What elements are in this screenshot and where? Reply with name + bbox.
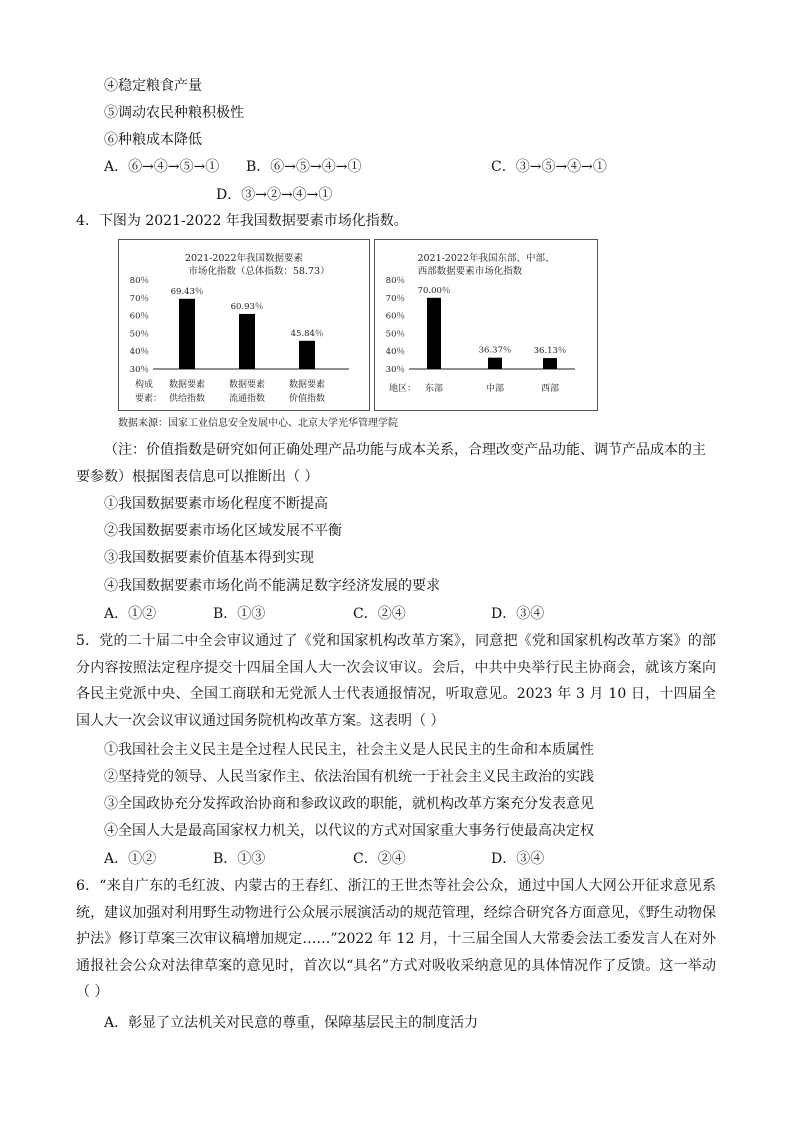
c1-bar: [299, 341, 315, 369]
c1-ytick: 80％: [129, 276, 149, 286]
c1-category-label: 价值指数: [288, 394, 326, 404]
chart-national-index-svg: [119, 240, 369, 410]
chart-regional-index-svg: [375, 240, 597, 410]
q5-item-4: ④全国人大是最高国家权力机关，以代议的方式对国家重大事务行使最高决定权: [104, 823, 594, 839]
c1-value-label: 60.93％: [230, 301, 264, 312]
c2-ytick: 70％: [385, 293, 405, 304]
q4-option-c: C．②④: [353, 606, 406, 622]
q5-item-1: ①我国社会主义民主是全过程人民民主，社会主义是人民民主的生命和本质属性: [104, 742, 594, 758]
q3-item-5: ⑤调动农民种粮积极性: [104, 105, 244, 121]
q5-stem: 5．党的二十届二中全会审议通过了《党和国家机构改革方案》，同意把《党和国家机构改革方案》的部分内容按照法定程序提交十四届全国人大一次会议审议。会后，中共中央举行民主协商会，就该方案向各民主党派中央、全国工商联和无党派人士代表通报情况，听取意见。2023 年 3 月 10 日，十四届全国人大一次会议审议通过国务院机构改革方案。这表明（ ）: [76, 633, 716, 729]
c2-category-label: 东部: [424, 384, 444, 394]
q3-option-b: B．⑥→⑤→④→①: [246, 159, 362, 175]
q3-item-4: ④稳定粮食产量: [104, 78, 202, 94]
chart1-xlabel-line1: 构成: [135, 380, 154, 390]
q5-option-d: D．③④: [491, 851, 545, 867]
c1-ytick: 70％: [129, 293, 149, 304]
c1-category-label: 流通指数: [228, 394, 266, 404]
c1-category-label: 供给指数: [168, 394, 206, 404]
c2-bar: [427, 298, 441, 369]
c2-category-label: 中部: [485, 384, 505, 394]
q5-option-c: C．②④: [353, 851, 406, 867]
chart-regional-index: [374, 239, 598, 411]
q5-option-b: B．①③: [213, 851, 266, 867]
chart-national-index: [118, 239, 370, 411]
q4-note-line1: （注：价值指数是研究如何正确处理产品功能与成本关系，合理改变产品功能、调节产品成本的主: [104, 442, 706, 458]
q5-item-2: ②坚持党的领导、人民当家作主、依法治国有机统一于社会主义民主政治的实践: [104, 769, 594, 785]
c2-ytick: 60％: [385, 311, 405, 322]
c1-bar: [239, 314, 255, 369]
c1-value-label: 69.43％: [170, 286, 204, 297]
c1-category-label: 数据要素: [228, 380, 266, 390]
c1-ytick: 60％: [129, 311, 149, 322]
c1-category-label: 数据要素: [288, 380, 326, 390]
q4-option-d: D．③④: [491, 606, 545, 622]
q4-stem: 4．下图为 2021-2022 年我国数据要素市场化指数。: [76, 213, 408, 229]
q4-option-a: A．①②: [104, 606, 157, 622]
chart1-subtitle: 市场化指数（总体指数：58.73）: [188, 266, 330, 277]
q4-item-3: ③我国数据要素价值基本得到实现: [104, 550, 314, 566]
q3-option-c: C．③→⑤→④→①: [491, 159, 607, 175]
c2-category-label: 西部: [540, 384, 560, 394]
c1-category-label: 数据要素: [168, 380, 206, 390]
c2-ytick: 80％: [385, 276, 405, 286]
q4-item-2: ②我国数据要素市场化区域发展不平衡: [104, 523, 342, 539]
chart2-xlabel: 地区：: [389, 384, 417, 394]
q4-item-1: ①我国数据要素市场化程度不断提高: [104, 496, 328, 512]
c2-ytick: 50％: [385, 329, 405, 340]
q4-item-4: ④我国数据要素市场化尚不能满足数字经济发展的要求: [104, 578, 440, 594]
c2-ytick: 30％: [385, 365, 405, 375]
c1-ytick: 40％: [129, 347, 149, 358]
c2-value-label: 70.00％: [417, 285, 451, 296]
chart1-title: 2021-2022年我国数据要素: [184, 253, 304, 264]
q6-option-a: A．彰显了立法机关对民意的尊重，保障基层民主的制度活力: [104, 1015, 479, 1031]
q4-option-b: B．①③: [213, 606, 266, 622]
c1-ytick: 30％: [129, 365, 149, 375]
c2-value-label: 36.37％: [478, 345, 512, 356]
q3-item-6: ⑥种粮成本降低: [104, 132, 202, 148]
chart1-xlabel-line2: 要素：: [135, 394, 163, 404]
c1-bar: [179, 299, 195, 369]
c2-bar: [488, 358, 502, 369]
q3-option-d: D．③→②→④→①: [216, 187, 333, 203]
chart2-title: 2021-2022年我国东部、中部、: [417, 253, 555, 264]
c2-bar: [543, 358, 557, 369]
q5-option-a: A．①②: [104, 851, 157, 867]
q5-item-3: ③全国政协充分发挥政治协商和参政议政的职能，就机构改革方案充分发表意见: [104, 796, 594, 812]
q4-note-line2: 要参数）根据图表信息可以推断出（ ）: [76, 469, 319, 485]
q3-option-a: A．⑥→④→⑤→①: [104, 159, 220, 175]
chart-source: 数据来源：国家工业信息安全发展中心、北京大学光华管理学院: [118, 418, 398, 429]
c2-value-label: 36.13％: [533, 346, 567, 357]
c1-value-label: 45.84％: [290, 328, 324, 339]
chart2-subtitle: 西部数据要素市场化指数: [417, 266, 523, 277]
c1-ytick: 50％: [129, 329, 149, 340]
q6-stem: 6．“来自广东的毛红波、内蒙古的王春红、浙江的王世杰等社会公众，通过中国人大网公开征求意见系统，建议加强对利用野生动物进行公众展示展演活动的规范管理，经综合研究各方面意见，《野生动物保护法》修订草案三次审议稿增加规定……”2022 年 12 月，十三届全国人大常委会法工委发言人在对外通报社会公众对法律草案的意见时，首次以“具名”方式对吸收采纳意见的具体情况作了反馈。这一举动（ ）: [76, 878, 716, 1000]
c2-ytick: 40％: [385, 347, 405, 358]
